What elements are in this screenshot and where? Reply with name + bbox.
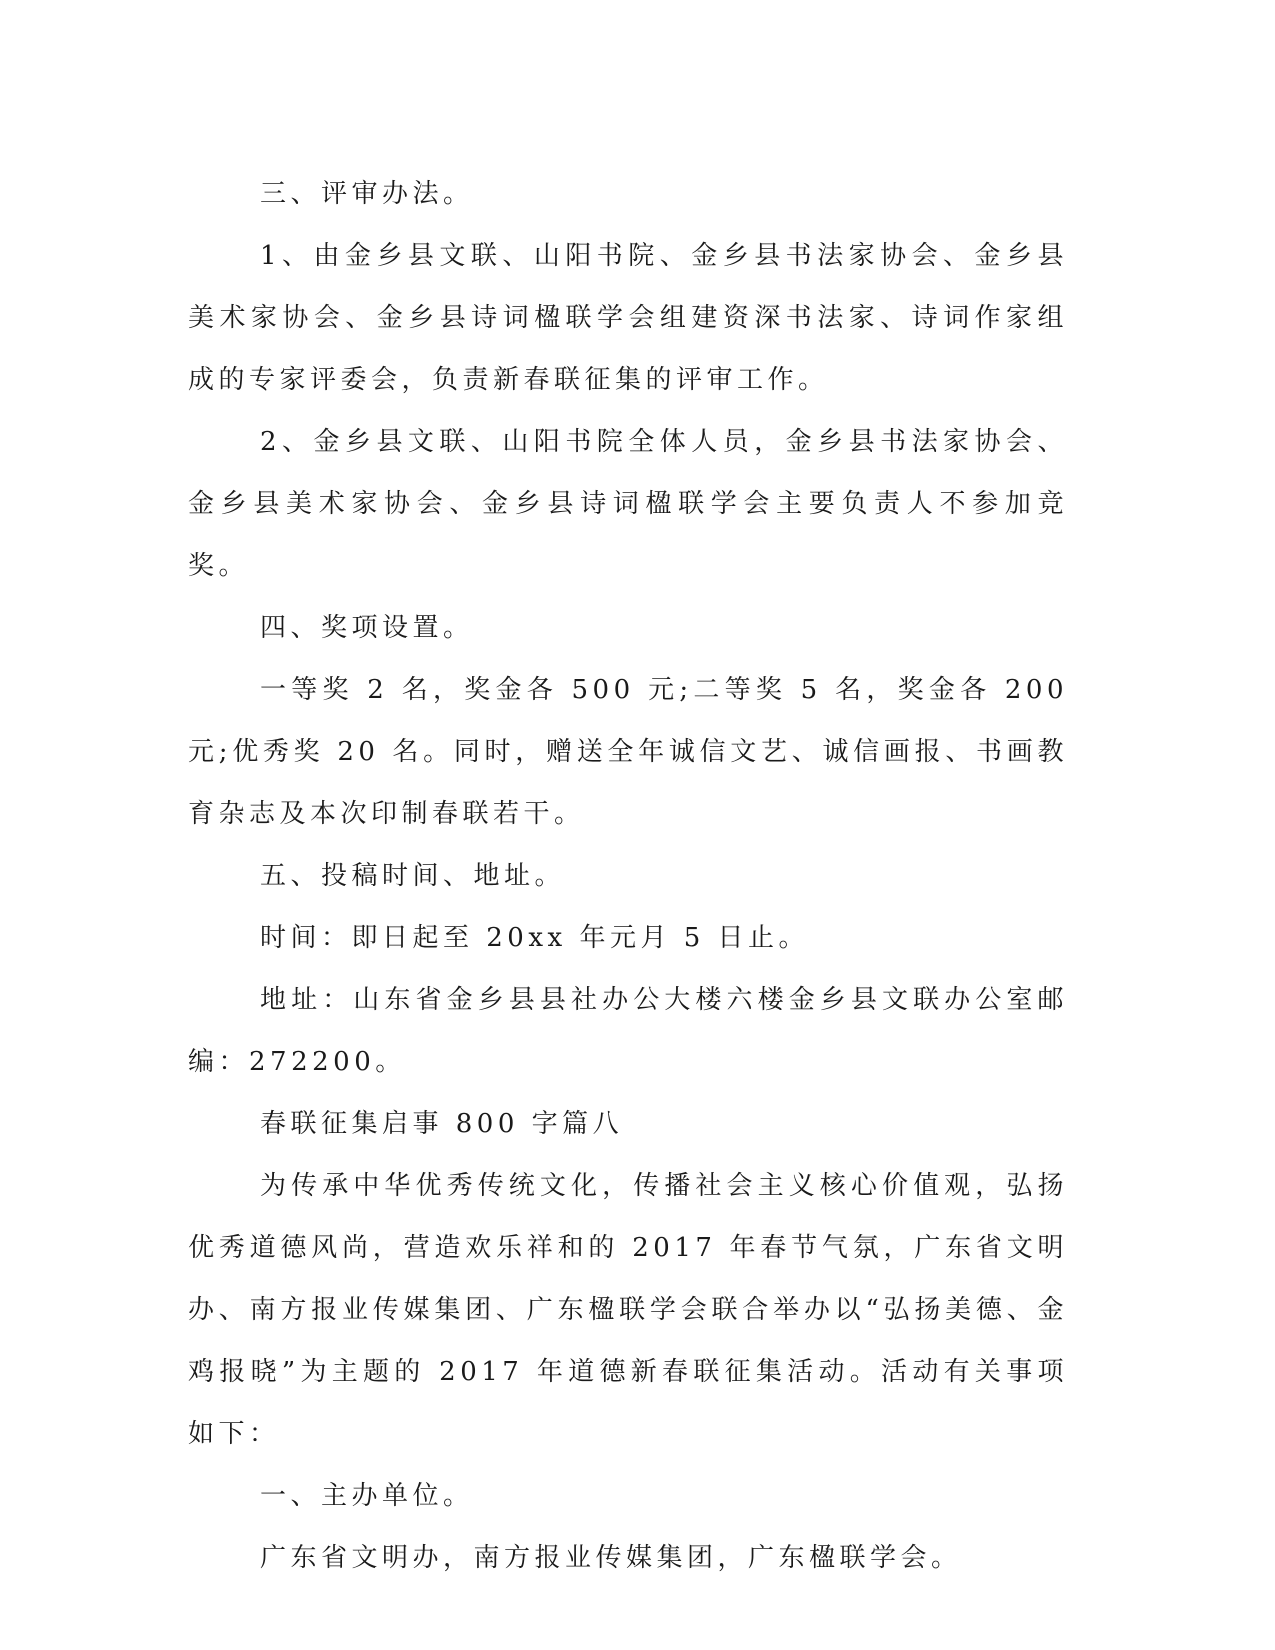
section-heading-organizers: 一、主办单位。 bbox=[260, 1481, 474, 1511]
section-heading-review-method: 三、评审办法。 bbox=[260, 179, 474, 209]
paragraph-exclusion: 2、金乡县文联、山阳书院全体人员，金乡县书法家协会、金乡县美术家协会、金乡县诗词楹联学会主要负责人不参加竞奖。 bbox=[188, 427, 1068, 581]
paragraph-submission-address: 地址：山东省金乡县县社办公大楼六楼金乡县文联办公室邮编：272200。 bbox=[188, 985, 1068, 1077]
paragraph-intro: 为传承中华优秀传统文化，传播社会主义核心价值观，弘扬优秀道德风尚，营造欢乐祥和的 2017 年春节气氛，广东省文明办、南方报业传媒集团、广东楹联学会联合举办以“弘扬美德、金鸡报晓”为主题的 2017 年道德新春联征集活动。活动有关事项如下： bbox=[188, 1171, 1068, 1449]
paragraph-submission-time: 时间：即日起至 20xx 年元月 5 日止。 bbox=[260, 923, 810, 953]
paragraph-review-committee: 1、由金乡县文联、山阳书院、金乡县书法家协会、金乡县美术家协会、金乡县诗词楹联学会组建资深书法家、诗词作家组成的专家评委会，负责新春联征集的评审工作。 bbox=[188, 241, 1068, 395]
document-body bbox=[188, 163, 1068, 1589]
paragraph-award-details: 一等奖 2 名，奖金各 500 元;二等奖 5 名，奖金各 200 元;优秀奖 20 名。同时，赠送全年诚信文艺、诚信画报、书画教育杂志及本次印制春联若干。 bbox=[188, 675, 1068, 829]
section-heading-submission: 五、投稿时间、地址。 bbox=[260, 861, 566, 891]
section-heading-awards: 四、奖项设置。 bbox=[260, 613, 474, 643]
paragraph-organizers: 广东省文明办，南方报业传媒集团，广东楹联学会。 bbox=[260, 1543, 962, 1573]
article-subtitle: 春联征集启事 800 字篇八 bbox=[260, 1109, 624, 1139]
